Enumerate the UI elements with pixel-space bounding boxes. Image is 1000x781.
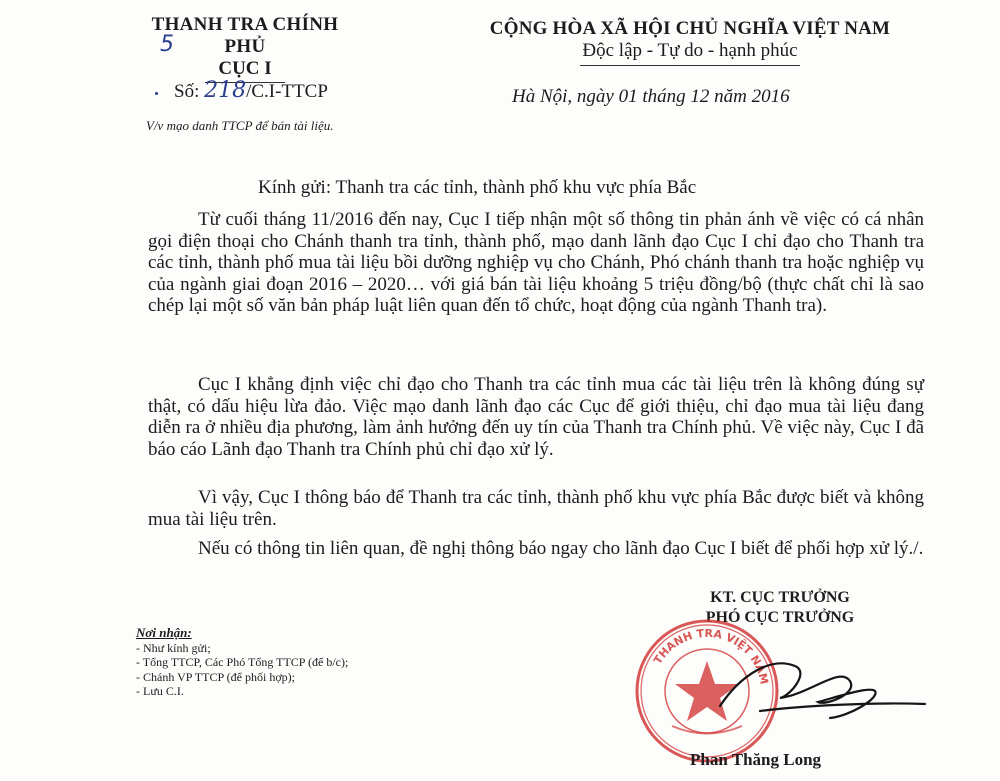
recipient-item: - Tổng TTCP, Các Phó Tổng TTCP (để b/c); bbox=[136, 655, 349, 669]
signature-title-1: KT. CỤC TRƯỞNG bbox=[710, 589, 850, 606]
handwritten-signature-icon bbox=[700, 636, 930, 726]
subject-line: V/v mạo danh TTCP để bán tài liệu. bbox=[146, 118, 334, 133]
doc-number-suffix: /C.I-TTCP bbox=[246, 81, 328, 102]
place-date: Hà Nội, ngày 01 tháng 12 năm 2016 bbox=[512, 86, 790, 107]
agency-header bbox=[130, 14, 360, 83]
salutation: Kính gửi: Thanh tra các tỉnh, thành phố khu vực phía Bắc bbox=[258, 177, 697, 198]
doc-number-handwritten: 218 bbox=[204, 78, 247, 103]
recipients-block bbox=[136, 626, 348, 699]
handwritten-mark: 5 bbox=[160, 32, 174, 57]
body-paragraph-1: Từ cuối tháng 11/2016 đến nay, Cục I tiếp nhận một số thông tin phản ánh về việc có cá nhân gọi điện thoại cho Chánh thanh tra tỉnh, thành phố, mạo danh lãnh đạo Cục I chỉ đạo cho Thanh tra các tỉnh, thành phố mua tài liệu bồi dưỡng nghiệp vụ cho Chánh, Phó chánh thanh tra hoặc nghiệp vụ của ngành giai đoạn 2016 – 2020… với giá bán tài liệu khoảng 5 triệu đồng/bộ (thực chất chỉ là sao chép lại một số văn bản pháp luật liên quan đến tổ chức, hoạt động của ngành Thanh tra). bbox=[148, 209, 924, 316]
national-header bbox=[450, 18, 930, 66]
recipient-item: - Lưu C.I. bbox=[136, 684, 184, 698]
recipient-item: - Chánh VP TTCP (để phối hợp); bbox=[136, 669, 296, 684]
doc-number-prefix: Số: bbox=[174, 81, 200, 102]
body-paragraph-4: Nếu có thông tin liên quan, đề nghị thông báo ngay cho lãnh đạo Cục I biết để phối hợp xử lý./. bbox=[198, 538, 924, 559]
agency-name: THANH TRA CHÍNH PHỦ bbox=[151, 14, 339, 57]
department-name: CỤC I bbox=[218, 58, 272, 79]
document-number bbox=[174, 78, 328, 103]
recipients-heading: Nơi nhận: bbox=[136, 625, 192, 640]
recipient-item: - Như kính gửi; bbox=[136, 640, 211, 655]
body-paragraph-2: Cục I khẳng định việc chỉ đạo cho Thanh tra các tỉnh mua các tài liệu trên là không đúng sự thật, có dấu hiệu lừa đảo. Việc mạo danh lãnh đạo các Cục để giới thiệu, chỉ đạo mua tài liệu đang diễn ra ở nhiều địa phương, làm ảnh hưởng đến uy tín của Thanh tra Chính phủ. Về việc này, Cục I đã báo cáo Lãnh đạo Thanh tra Chính phủ chỉ đạo xử lý. bbox=[148, 374, 924, 460]
ink-dot bbox=[155, 92, 158, 95]
motto-underline bbox=[580, 65, 800, 66]
country-name: CỘNG HÒA XÃ HỘI CHỦ NGHĨA VIỆT NAM bbox=[489, 18, 891, 39]
signature-title-2: PHÓ CỤC TRƯỞNG bbox=[705, 609, 855, 626]
seal-text: THANH TRA VIỆT NAM bbox=[651, 626, 771, 686]
national-motto: Độc lập - Tự do - hạnh phúc bbox=[582, 40, 798, 61]
body-paragraph-3: Vì vậy, Cục I thông báo để Thanh tra các tỉnh, thành phố khu vực phía Bắc được biết và không mua tài liệu trên. bbox=[148, 487, 924, 530]
signer-name: Phan Thăng Long bbox=[690, 750, 822, 769]
